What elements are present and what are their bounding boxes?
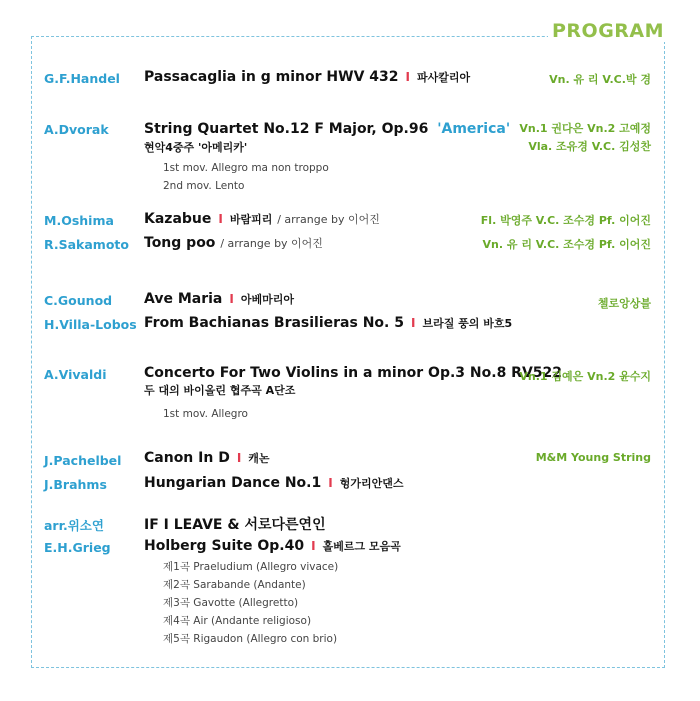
korean-title: 홀베르그 모음곡 xyxy=(322,540,401,553)
composer-handel: G.F.Handel xyxy=(44,71,120,86)
title-text: Canon In D xyxy=(144,450,230,466)
korean-title: 브라질 풍의 바흐5 xyxy=(422,317,513,330)
title-sakamoto xyxy=(144,235,323,251)
korean-title: 캐논 xyxy=(248,452,270,465)
movement-grieg-3: 제3곡 Gavotte (Allegretto) xyxy=(163,597,299,609)
title-text: From Bachianas Brasilieras No. 5 xyxy=(144,315,404,331)
performers-handel: Vn. 유 리 V.C.박 경 xyxy=(549,73,651,86)
movement-dvorak-1: 1st mov. Allegro ma non troppo xyxy=(163,162,329,174)
title-grieg xyxy=(144,538,401,554)
title-pachelbel xyxy=(144,450,270,466)
title-gounod xyxy=(144,291,294,307)
separator: I xyxy=(311,539,316,553)
performers-oshima: Fl. 박영주 V.C. 조수경 Pf. 이어진 xyxy=(480,214,651,227)
performers-sakamoto: Vn. 유 리 V.C. 조수경 Pf. 이어진 xyxy=(482,238,651,251)
separator: I xyxy=(236,451,242,465)
title-text: Ave Maria xyxy=(144,291,223,307)
title-text: String Quartet No.12 F Major, Op.96 xyxy=(144,121,429,137)
title-text: Hungarian Dance No.1 xyxy=(144,475,322,491)
title-oshima xyxy=(144,211,380,227)
title-vivaldi: Concerto For Two Violins in a minor Op.3 No.8 RV522 xyxy=(144,365,563,381)
movement-grieg-2: 제2곡 Sarabande (Andante) xyxy=(163,579,306,591)
subtitle-vivaldi: 두 대의 바이올린 협주곡 A단조 xyxy=(144,384,296,397)
title-text: Holberg Suite Op.40 xyxy=(144,538,305,554)
composer-brahms: J.Brahms xyxy=(44,477,107,492)
title-text: Tong poo xyxy=(144,235,216,251)
subtitle-dvorak: 현악4중주 '아메리카' xyxy=(144,141,248,154)
performers-gounod: 첼로앙상블 xyxy=(597,297,651,310)
title-highlight: 'America' xyxy=(437,121,511,137)
movement-grieg-1: 제1곡 Praeludium (Allegro vivace) xyxy=(163,561,339,573)
performers-vivaldi: Vn.1 김예은 Vn.2 윤수지 xyxy=(519,370,651,383)
performers-dvorak-2: Vla. 조유경 V.C. 김성찬 xyxy=(528,140,651,153)
movement-grieg-5: 제5곡 Rigaudon (Allegro con brio) xyxy=(163,633,338,645)
composer-gounod: C.Gounod xyxy=(44,293,113,308)
separator: I xyxy=(328,476,333,490)
korean-title: 바람피리 xyxy=(229,213,273,226)
performers-pachelbel: M&M Young String xyxy=(535,451,651,464)
separator: I xyxy=(405,70,410,84)
program-heading: PROGRAM xyxy=(548,20,668,42)
movement-grieg-4: 제4곡 Air (Andante religioso) xyxy=(163,615,312,627)
composer-wee: arr.위소연 xyxy=(44,518,104,533)
composer-villa-lobos: H.Villa-Lobos xyxy=(44,317,137,332)
title-text: Kazabue xyxy=(144,211,212,227)
arranger: / arrange by 이어진 xyxy=(277,213,380,226)
composer-dvorak: A.Dvorak xyxy=(44,122,109,137)
korean-title: 파사칼리아 xyxy=(416,71,471,84)
movement-dvorak-2: 2nd mov. Lento xyxy=(163,180,245,192)
composer-vivaldi: A.Vivaldi xyxy=(44,367,107,382)
composer-pachelbel: J.Pachelbel xyxy=(44,453,122,468)
korean-title: 아베마리아 xyxy=(240,293,294,306)
title-dvorak xyxy=(144,121,510,137)
title-text: Passacaglia in g minor HWV 432 xyxy=(144,69,399,85)
separator: I xyxy=(229,292,234,306)
arranger: / arrange by 이어진 xyxy=(220,237,323,250)
title-wee: IF I LEAVE & 서로다른연인 xyxy=(144,517,326,533)
performers-dvorak-1: Vn.1 권다은 Vn.2 고예정 xyxy=(519,122,651,135)
composer-grieg: E.H.Grieg xyxy=(44,540,111,555)
title-handel xyxy=(144,69,470,85)
korean-title: 헝가리안댄스 xyxy=(339,477,404,490)
composer-oshima: M.Oshima xyxy=(44,213,114,228)
separator: I xyxy=(218,212,223,226)
movement-vivaldi-1: 1st mov. Allegro xyxy=(163,408,248,420)
composer-sakamoto: R.Sakamoto xyxy=(44,237,129,252)
title-villa-lobos xyxy=(144,315,512,331)
separator: I xyxy=(410,316,416,330)
title-brahms xyxy=(144,475,403,491)
